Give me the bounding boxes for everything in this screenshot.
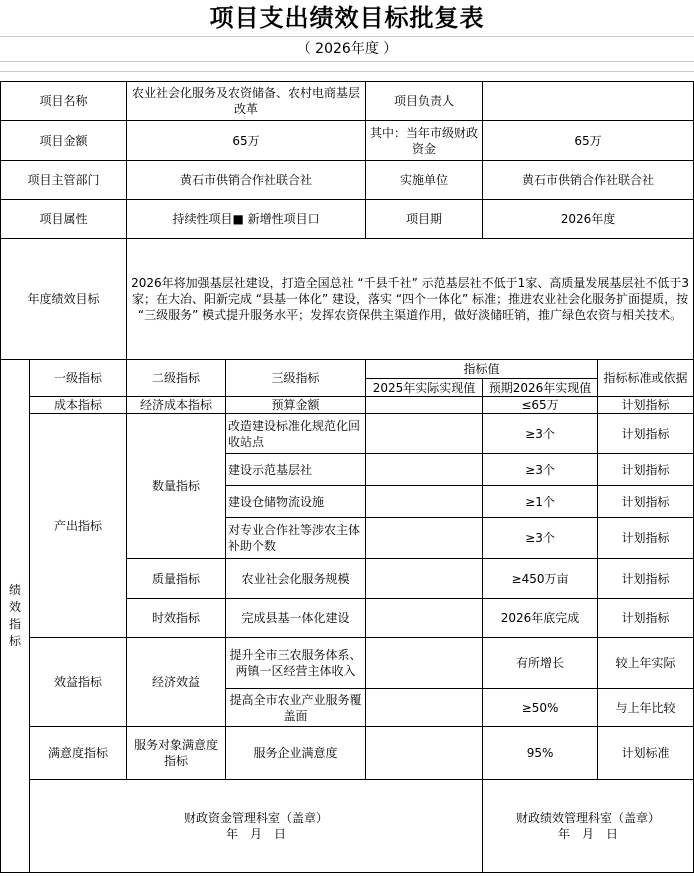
row-level3: 改造建设标准化规范化回收站点 bbox=[226, 414, 366, 454]
period-value: 2026年度 bbox=[483, 200, 694, 239]
signature-row bbox=[1, 780, 694, 873]
info-row-dept bbox=[1, 161, 694, 200]
row-actual bbox=[366, 454, 483, 486]
indicator-header-row bbox=[1, 360, 694, 379]
quantity-level2: 数量指标 bbox=[127, 414, 226, 559]
header-actual: 2025年实际实现值 bbox=[366, 379, 483, 397]
row-actual bbox=[366, 727, 483, 780]
goal-label: 年度绩效目标 bbox=[1, 239, 127, 360]
table-row bbox=[1, 397, 694, 414]
leader-value bbox=[483, 82, 694, 121]
row-expected: ≥3个 bbox=[483, 454, 598, 486]
sheet-gridline bbox=[0, 61, 694, 62]
timeliness-level2: 时效指标 bbox=[127, 599, 226, 638]
row-basis: 计划指标 bbox=[598, 599, 694, 638]
impl-label: 实施单位 bbox=[366, 161, 483, 200]
info-row-goal bbox=[1, 239, 694, 360]
row-expected: 95% bbox=[483, 727, 598, 780]
row-level3: 提升全市三农服务体系、两镇一区经营主体收入 bbox=[226, 638, 366, 689]
performance-office: 财政绩效管理科室（盖章） bbox=[516, 811, 661, 825]
info-row-amount bbox=[1, 121, 694, 161]
row-actual bbox=[366, 414, 483, 454]
info-row-attr bbox=[1, 200, 694, 239]
row-actual bbox=[366, 599, 483, 638]
period-label: 项目期 bbox=[366, 200, 483, 239]
dept-label: 项目主管部门 bbox=[1, 161, 127, 200]
row-basis: 计划指标 bbox=[598, 454, 694, 486]
satisfaction-level1: 满意度指标 bbox=[30, 727, 127, 780]
row-level3: 对专业合作社等涉农主体补助个数 bbox=[226, 518, 366, 559]
row-expected: ≤65万 bbox=[483, 397, 598, 414]
row-expected: ≥1个 bbox=[483, 486, 598, 518]
attr-label: 项目属性 bbox=[1, 200, 127, 239]
table-row bbox=[1, 727, 694, 780]
project-name-value: 农业社会化服务及农资储备、农村电商基层改革 bbox=[127, 82, 366, 121]
row-basis: 较上年实际 bbox=[598, 638, 694, 689]
performance-date: 年 月 日 bbox=[558, 827, 619, 841]
output-level1: 产出指标 bbox=[30, 414, 127, 638]
satisfaction-level2: 服务对象满意度指标 bbox=[127, 727, 226, 780]
info-row-name bbox=[1, 82, 694, 121]
header-level1: 一级指标 bbox=[30, 360, 127, 397]
finance-fund-office: 财政资金管理科室（盖章） bbox=[184, 811, 329, 825]
cost-level1: 成本指标 bbox=[30, 397, 127, 414]
year-label: （ 2026年度 ） bbox=[296, 41, 398, 57]
row-expected: 2026年底完成 bbox=[483, 599, 598, 638]
indicator-side-label bbox=[1, 360, 30, 873]
row-expected: ≥450万亩 bbox=[483, 559, 598, 599]
table-row bbox=[1, 638, 694, 689]
row-expected: ≥3个 bbox=[483, 518, 598, 559]
leader-label: 项目负责人 bbox=[366, 82, 483, 121]
row-actual bbox=[366, 397, 483, 414]
benefit-level1: 效益指标 bbox=[30, 638, 127, 727]
row-actual bbox=[366, 518, 483, 559]
row-basis: 与上年比较 bbox=[598, 689, 694, 727]
row-actual bbox=[366, 559, 483, 599]
finance-fund-office-cell bbox=[30, 780, 483, 873]
row-level3: 农业社会化服务规模 bbox=[226, 559, 366, 599]
dept-value: 黄石市供销合作社联合社 bbox=[127, 161, 366, 200]
goal-text: 2026年将加强基层社建设，打造全国总社 “千县千社” 示范基层社不低于1家、高质量发展基层社不低于3家；在大冶、阳新完成 “县基一体化” 建设，落实 “四个一体化” 标准；推进农业社会化服务扩面提质，按 “三级服务” 模式提升服务水平；发挥农资保供主渠道作用，做好淡储旺销，推广绿色农资与相关技术。 bbox=[127, 239, 694, 360]
indicator-side-text: 绩效指标 bbox=[8, 583, 21, 648]
row-level3: 提高全市农业产业服务覆盖面 bbox=[226, 689, 366, 727]
row-basis: 计划指标 bbox=[598, 486, 694, 518]
impl-value: 黄石市供销合作社联合社 bbox=[483, 161, 694, 200]
city-fund-value: 65万 bbox=[483, 121, 694, 161]
approval-table bbox=[0, 81, 694, 873]
table-row bbox=[1, 414, 694, 454]
amount-label: 项目金额 bbox=[1, 121, 127, 161]
row-level3: 服务企业满意度 bbox=[226, 727, 366, 780]
row-basis: 计划指标 bbox=[598, 397, 694, 414]
row-expected: ≥50% bbox=[483, 689, 598, 727]
row-level3: 建设仓储物流设施 bbox=[226, 486, 366, 518]
quality-level2: 质量指标 bbox=[127, 559, 226, 599]
header-level2: 二级指标 bbox=[127, 360, 226, 397]
amount-value: 65万 bbox=[127, 121, 366, 161]
row-basis: 计划指标 bbox=[598, 518, 694, 559]
header-expected: 预期2026年实现值 bbox=[483, 379, 598, 397]
header-level3: 三级指标 bbox=[226, 360, 366, 397]
sheet-gridline bbox=[0, 71, 694, 72]
header-value: 指标值 bbox=[366, 360, 598, 379]
row-basis: 计划标准 bbox=[598, 727, 694, 780]
city-fund-label: 其中：当年市级财政资金 bbox=[366, 121, 483, 161]
row-actual bbox=[366, 486, 483, 518]
row-actual bbox=[366, 638, 483, 689]
row-expected: 有所增长 bbox=[483, 638, 598, 689]
economic-level2: 经济效益 bbox=[127, 638, 226, 727]
row-actual bbox=[366, 689, 483, 727]
row-level3: 建设示范基层社 bbox=[226, 454, 366, 486]
finance-fund-date: 年 月 日 bbox=[226, 827, 287, 841]
attr-value: 持续性项目■ 新增性项目口 bbox=[127, 200, 366, 239]
row-basis: 计划指标 bbox=[598, 414, 694, 454]
header-basis: 指标标准或依据 bbox=[598, 360, 694, 397]
performance-office-cell bbox=[483, 780, 694, 873]
row-level3: 完成县基一体化建设 bbox=[226, 599, 366, 638]
row-expected: ≥3个 bbox=[483, 414, 598, 454]
project-name-label: 项目名称 bbox=[1, 82, 127, 121]
row-level3: 预算金额 bbox=[226, 397, 366, 414]
row-basis: 计划指标 bbox=[598, 559, 694, 599]
cost-level2: 经济成本指标 bbox=[127, 397, 226, 414]
page-title: 项目支出绩效目标批复表 bbox=[209, 4, 485, 32]
